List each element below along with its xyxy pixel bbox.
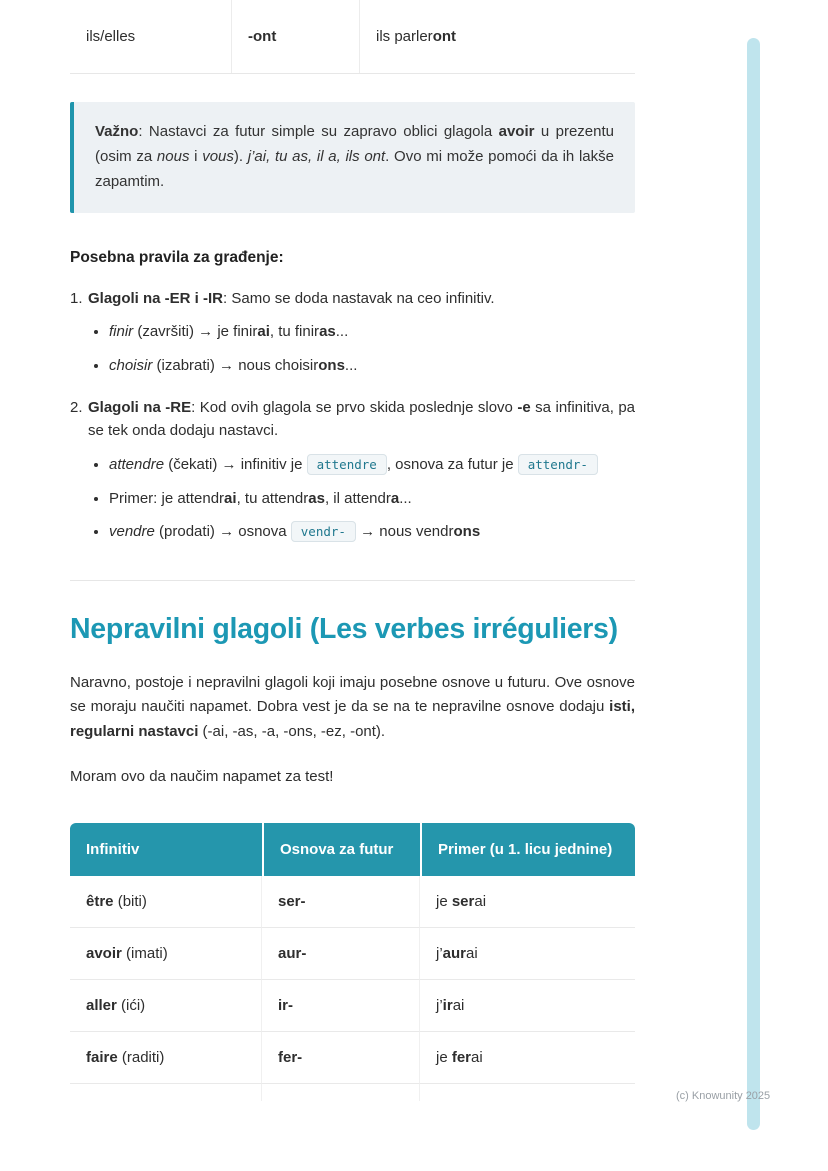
cell-infinitive: faire (raditi) bbox=[70, 1032, 262, 1084]
inline-code: vendr- bbox=[291, 521, 356, 542]
table-row bbox=[70, 928, 635, 980]
list-item-text: Glagoli na -RE: Kod ovih glagola se prvo skida poslednje slovo -e sa infinitiva, pa se tek onda dodaju nastavci. bbox=[88, 398, 636, 440]
cell-example: je ferai bbox=[420, 1032, 635, 1084]
document-content bbox=[70, 0, 635, 1101]
inline-code: attendr- bbox=[518, 454, 598, 475]
bullet-item: • Primer: je attendrai, tu attendras, il attendra... bbox=[109, 487, 635, 511]
cell-example: j’irai bbox=[420, 980, 635, 1032]
cell-example: j’aurai bbox=[420, 928, 635, 980]
note-paragraph: Moram ovo da naučim napamet za test! bbox=[70, 767, 334, 785]
cell-stem: ir- bbox=[262, 980, 420, 1032]
ordered-list-item-2 bbox=[70, 396, 635, 544]
verb-endings-table-partial-row bbox=[70, 0, 635, 74]
section-title: Nepravilni glagoli (Les verbes irréguliers) bbox=[70, 613, 618, 646]
table-cell-ending: -ont bbox=[232, 0, 360, 73]
cell-infinitive: être (biti) bbox=[70, 876, 262, 928]
column-header-stem: Osnova za futur bbox=[262, 823, 420, 876]
column-header-infinitive: Infinitiv bbox=[70, 823, 262, 876]
cell-stem: aur- bbox=[262, 928, 420, 980]
cell-infinitive: avoir (imati) bbox=[70, 928, 262, 980]
ordered-list-item-1 bbox=[70, 287, 635, 378]
bullet-item: • choisir (izabrati) → nous choisirons... bbox=[109, 354, 635, 378]
column-header-example: Primer (u 1. licu jednine) bbox=[420, 823, 635, 876]
table-row bbox=[70, 980, 635, 1032]
cell-example: je serai bbox=[420, 876, 635, 928]
table-cell-pronoun: ils/elles bbox=[70, 0, 232, 73]
table-row bbox=[70, 1032, 635, 1084]
table-row bbox=[70, 876, 635, 928]
list-number: 1. bbox=[70, 289, 83, 307]
inline-code: attendre bbox=[307, 454, 387, 475]
irregular-verbs-table bbox=[70, 823, 635, 1101]
list-number: 2. bbox=[70, 398, 83, 416]
rules-heading: Posebna pravila za građenje: bbox=[70, 248, 284, 266]
cell-stem: ser- bbox=[262, 876, 420, 928]
important-note-callout bbox=[70, 102, 635, 213]
bullet-item: • finir (završiti) → je finirai, tu finiras... bbox=[109, 320, 635, 344]
rules-ordered-list bbox=[70, 287, 635, 545]
list-item-text: Glagoli na -ER i -IR: Samo se doda nastavak na ceo infinitiv. bbox=[88, 289, 495, 307]
sub-bullet-list bbox=[88, 320, 635, 377]
section-divider bbox=[70, 580, 635, 581]
copyright-watermark: (c) Knowunity 2025 bbox=[676, 1090, 771, 1102]
callout-text: Važno: Nastavci za futur simple su zapravo oblici glagola avoir u prezentu (osim za nous i vous). j’ai, tu as, il a, ils ont. Ovo mi može pomoći da ih lakše zapamtim. bbox=[95, 123, 614, 191]
cell-stem: fer- bbox=[262, 1032, 420, 1084]
table-cell-example: ils parleront bbox=[376, 28, 457, 45]
bullet-item: • vendre (prodati) → osnova vendr- → nous vendrons bbox=[109, 520, 635, 544]
cell-infinitive: aller (ići) bbox=[70, 980, 262, 1032]
sub-bullet-list bbox=[88, 453, 635, 544]
scrollbar-track[interactable] bbox=[747, 38, 760, 1130]
table-header-row bbox=[70, 823, 635, 876]
bullet-item: • attendre (čekati) → infinitiv je attendre , osnova za futur je attendr- bbox=[109, 453, 635, 477]
table-row-partial bbox=[70, 1084, 635, 1101]
intro-paragraph: Naravno, postoje i nepravilni glagoli koji imaju posebne osnove u futuru. Ove osnove se moraju naučiti napamet. Dobra vest je da se na te nepravilne osnove dodaju isti, regularni nastavci (-ai, -as, -a, -ons, -ez, -ont). bbox=[70, 674, 635, 740]
